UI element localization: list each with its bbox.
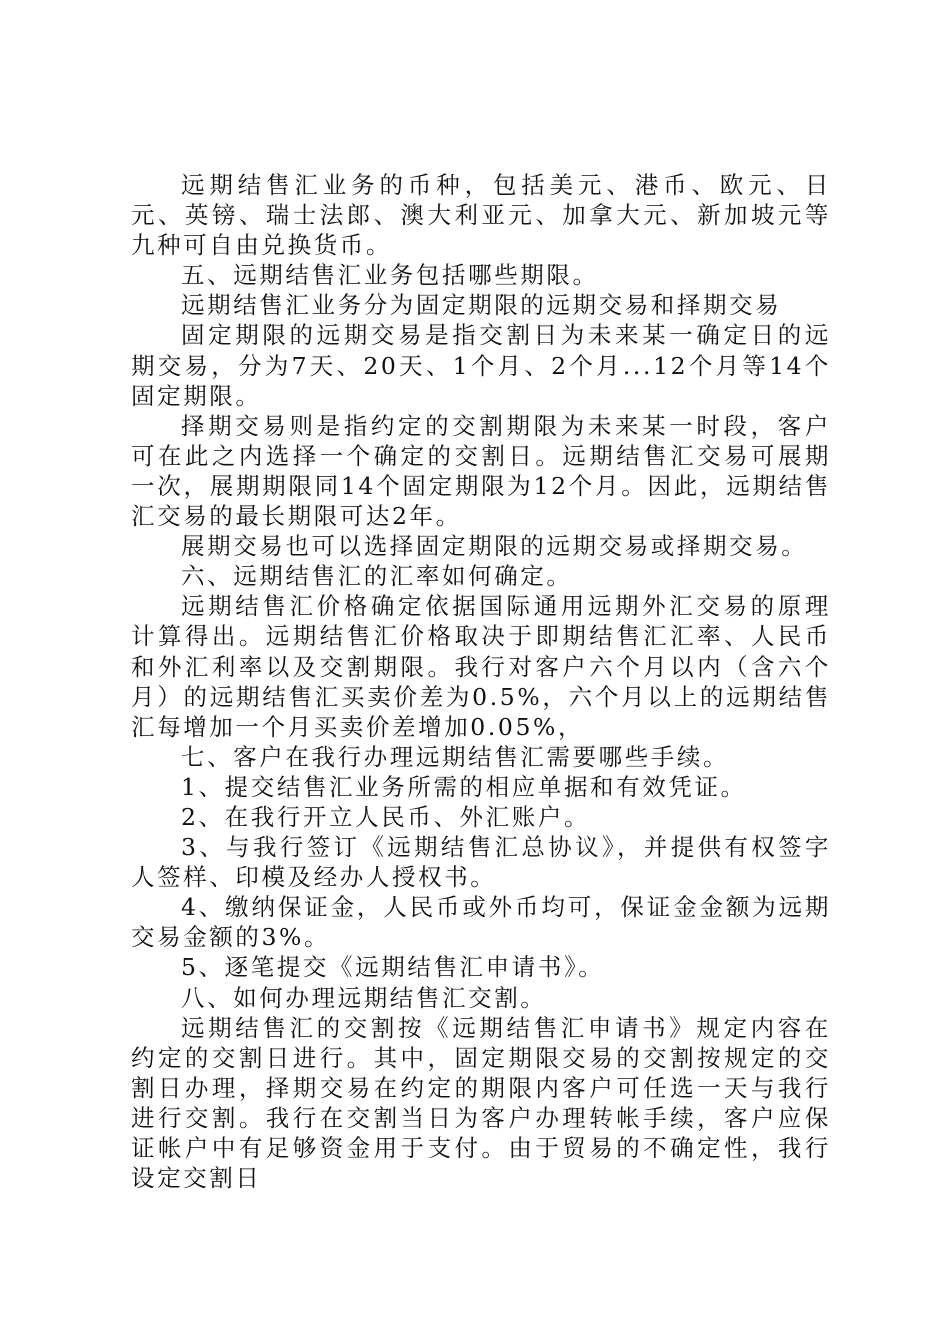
heading-section-5: 五、远期结售汇业务包括哪些期限。 — [181, 261, 599, 290]
paragraph-option-term: 择期交易则是指约定的交割期限为未来某一时段，客户可在此之内选择一个确定的交割日。远期结售汇交易可展期一次，展期期限同14个固定期限为12个月。因此，远期结售汇交易的最长期限可达2年。 — [131, 411, 831, 531]
heading-section-7: 七、客户在我行办理远期结售汇需要哪些手续。 — [181, 742, 730, 771]
procedure-step-2: 2、在我行开立人民币、外汇账户。 — [181, 802, 591, 831]
procedure-step-4: 4、缴纳保证金，人民币或外币均可，保证金金额为远期交易金额的3%。 — [131, 893, 831, 952]
paragraph-fixed-term: 固定期限的远期交易是指交割日为未来某一确定日的远期交易，分为7天、20天、1个月、2个月...12个月等14个固定期限。 — [131, 321, 831, 410]
paragraph-pricing: 远期结售汇价格确定依据国际通用远期外汇交易的原理计算得出。远期结售汇价格取决于即期结售汇汇率、人民币和外汇利率以及交割期限。我行对客户六个月以内（含六个月）的远期结售汇买卖价差为0.5%，六个月以上的远期结售汇每增加一个月买卖价差增加0.05%， — [131, 592, 831, 741]
procedure-step-3: 3、与我行签订《远期结售汇总协议》，并提供有权签字人签样、印模及经办人授权书。 — [131, 833, 831, 892]
paragraph-delivery: 远期结售汇的交割按《远期结售汇申请书》规定内容在约定的交割日进行。其中，固定期限交易的交割按规定的交割日办理，择期交易在约定的期限内客户可任选一天与我行进行交割。我行在交割当日为客户办理转帐手续，客户应保证帐户中有足够资金用于支付。由于贸易的不确定性，我行设定交割日 — [131, 1013, 831, 1193]
paragraph-term-types: 远期结售汇业务分为固定期限的远期交易和择期交易 — [181, 291, 782, 320]
heading-section-8: 八、如何办理远期结售汇交割。 — [181, 983, 547, 1012]
procedure-step-5: 5、逐笔提交《远期结售汇申请书》。 — [181, 953, 605, 982]
document-body — [131, 170, 831, 1193]
heading-section-6: 六、远期结售汇的汇率如何确定。 — [181, 562, 573, 591]
paragraph-extension: 展期交易也可以选择固定期限的远期交易或择期交易。 — [181, 532, 808, 561]
procedure-step-1: 1、提交结售汇业务所需的相应单据和有效凭证。 — [181, 772, 747, 801]
paragraph-currencies: 远期结售汇业务的币种，包括美元、港币、欧元、日元、英镑、瑞士法郎、澳大利亚元、加拿大元、新加坡元等九种可自由兑换货币。 — [131, 171, 831, 260]
